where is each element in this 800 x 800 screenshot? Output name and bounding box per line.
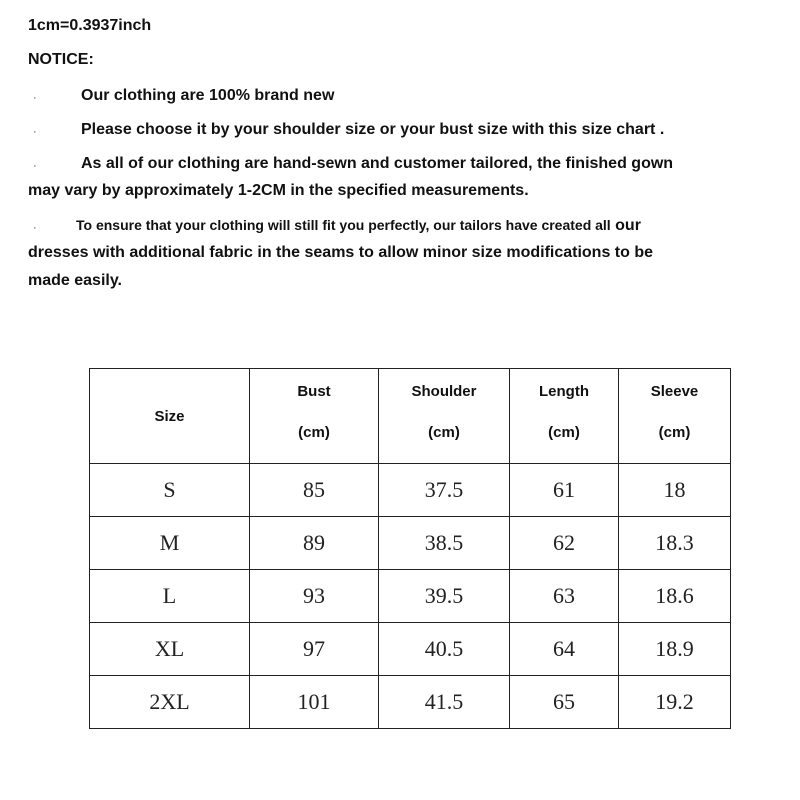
bullet-3: · (33, 160, 37, 172)
header-sleeve-unit: (cm) (658, 424, 691, 441)
header-length (510, 369, 619, 464)
cell-sleeve: 19.2 (619, 676, 731, 729)
cell-length: 62 (510, 517, 619, 570)
notice-item-4-line-1-end: our (610, 217, 641, 234)
cell-length: 64 (510, 623, 619, 676)
notice-item-4-line-3: made easily. (28, 272, 122, 289)
cell-shoulder: 40.5 (379, 623, 510, 676)
bullet-2: · (33, 126, 37, 138)
cell-size: 2XL (90, 676, 250, 729)
cell-sleeve: 18.9 (619, 623, 731, 676)
cell-shoulder: 38.5 (379, 517, 510, 570)
cell-bust: 93 (250, 570, 379, 623)
header-size (90, 369, 250, 464)
table-row (90, 623, 731, 676)
bullet-4: · (33, 222, 37, 234)
cell-size: L (90, 570, 250, 623)
table-row (90, 517, 731, 570)
header-length-unit: (cm) (548, 424, 580, 441)
cell-sleeve: 18.6 (619, 570, 731, 623)
notice-item-3-line-2: may vary by approximately 1-2CM in the specified measurements. (28, 182, 529, 199)
cell-size: M (90, 517, 250, 570)
size-chart-table (89, 368, 731, 729)
notice-item-4-line-1 (76, 217, 641, 235)
cell-bust: 101 (250, 676, 379, 729)
header-shoulder (379, 369, 510, 464)
cell-bust: 89 (250, 517, 379, 570)
header-bust (250, 369, 379, 464)
cell-shoulder: 37.5 (379, 464, 510, 517)
cell-bust: 97 (250, 623, 379, 676)
notice-item-2: Please choose it by your shoulder size or your bust size with this size chart . (81, 121, 665, 138)
table-row (90, 570, 731, 623)
header-length-label: Length (539, 383, 589, 400)
cell-sleeve: 18.3 (619, 517, 731, 570)
unit-conversion: 1cm=0.3937inch (28, 17, 152, 34)
cell-bust: 85 (250, 464, 379, 517)
bullet-1: · (33, 92, 37, 104)
table-row (90, 676, 731, 729)
header-sleeve (619, 369, 731, 464)
table-row (90, 464, 731, 517)
notice-title: NOTICE: (28, 51, 94, 68)
cell-size: S (90, 464, 250, 517)
header-shoulder-label: Shoulder (411, 383, 477, 400)
header-sleeve-label: Sleeve (650, 383, 699, 400)
cell-shoulder: 39.5 (379, 570, 510, 623)
table-header-row (90, 369, 731, 464)
header-shoulder-unit: (cm) (428, 424, 460, 441)
notice-item-4-line-2: dresses with additional fabric in the seams to allow minor size modifications to be (28, 244, 654, 261)
notice-item-1: Our clothing are 100% brand new (81, 87, 335, 104)
header-bust-label: Bust (297, 383, 331, 400)
notice-item-3-line-1: As all of our clothing are hand-sewn and customer tailored, the finished gown (81, 155, 674, 172)
cell-length: 63 (510, 570, 619, 623)
cell-length: 65 (510, 676, 619, 729)
cell-length: 61 (510, 464, 619, 517)
cell-sleeve: 18 (619, 464, 731, 517)
header-bust-unit: (cm) (298, 424, 330, 441)
notice-item-4-line-1-small: To ensure that your clothing will still fit you perfectly, our tailors have created all (76, 217, 611, 233)
cell-size: XL (90, 623, 250, 676)
cell-shoulder: 41.5 (379, 676, 510, 729)
header-size-label: Size (154, 407, 185, 425)
